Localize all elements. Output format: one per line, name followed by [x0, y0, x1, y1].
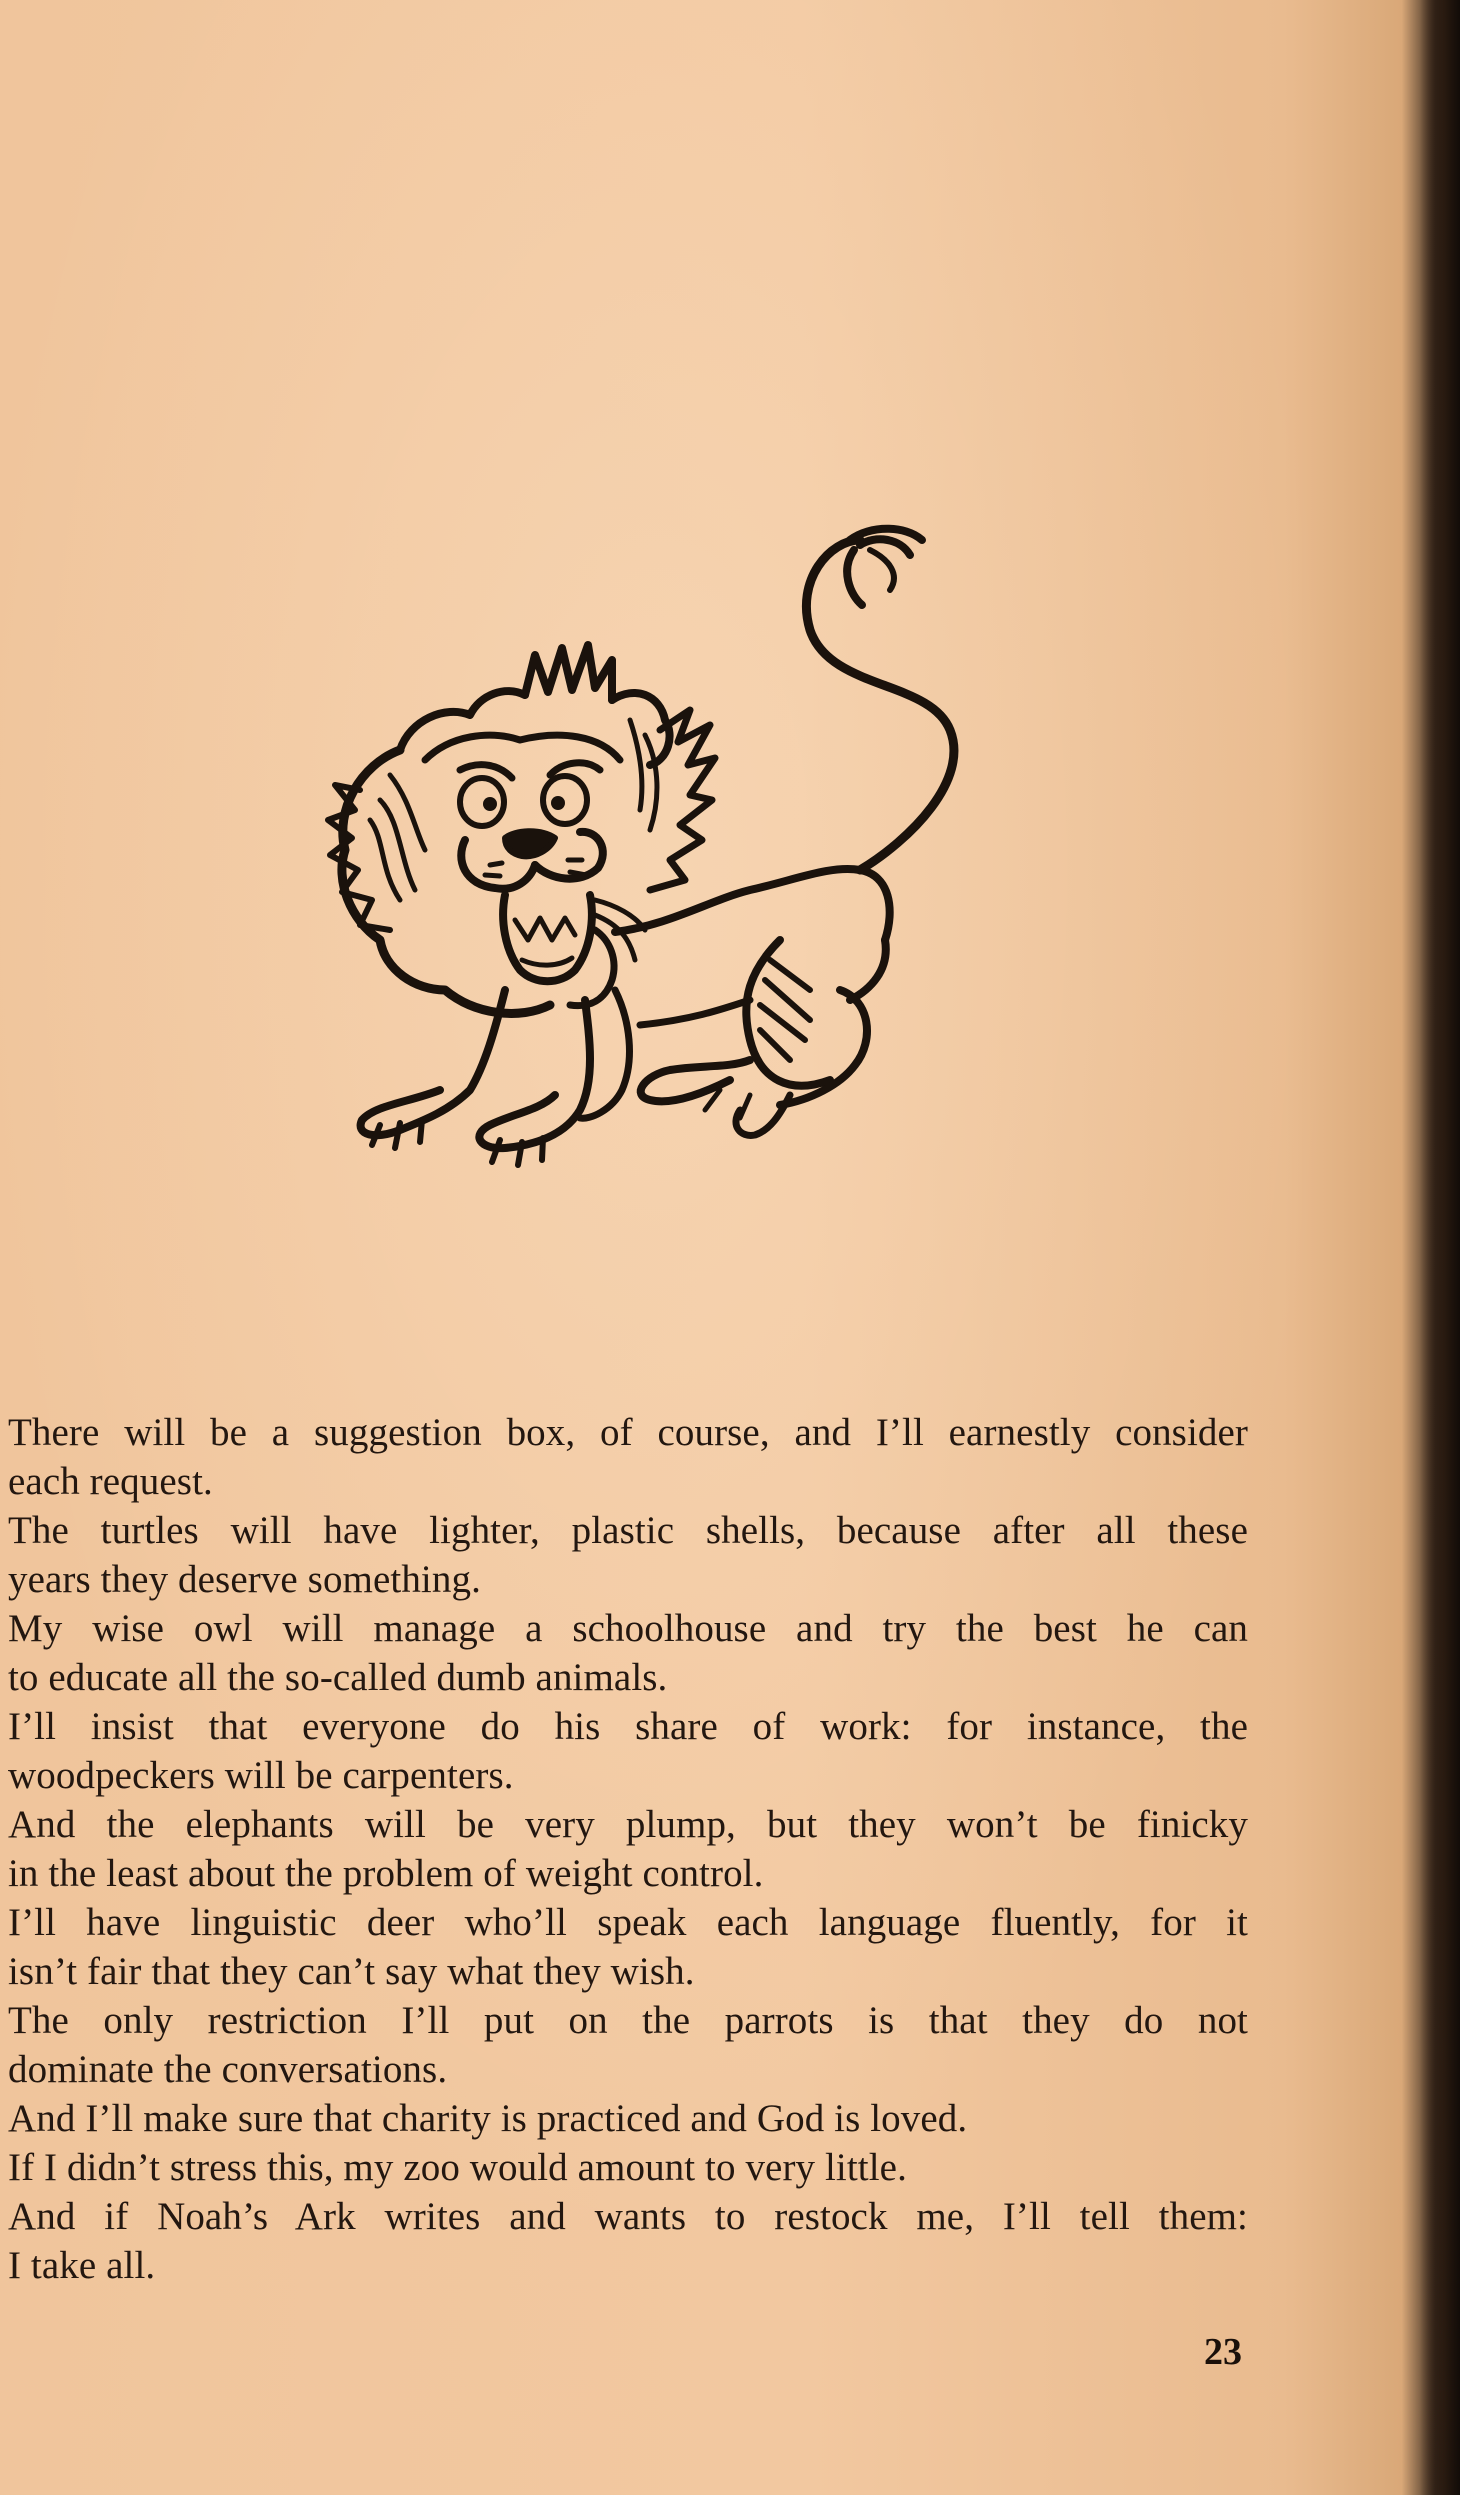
stanza-line: And the elephants will be very plump, but they won’t be finicky [8, 1803, 1248, 1846]
stanza-line-continued: woodpeckers will be carpenters. [8, 1754, 514, 1797]
stanza [8, 1408, 1248, 1506]
stanza-line-continued: dominate the conversations. [8, 2048, 448, 2091]
stanza-line: And if Noah’s Ark writes and wants to restock me, I’ll tell them: [8, 2195, 1248, 2238]
stanza-line-continued: each request. [8, 1460, 213, 1503]
stanza-line: And I’ll make sure that charity is practiced and God is loved. [8, 2097, 968, 2140]
stanza-line: I’ll insist that everyone do his share of work: for instance, the [8, 1705, 1248, 1748]
stanza-line: I’ll have linguistic deer who’ll speak each language fluently, for it [8, 1901, 1248, 1944]
stanza-line: If I didn’t stress this, my zoo would amount to very little. [8, 2146, 907, 2189]
stanza-line-continued: I take all. [8, 2244, 156, 2287]
stanza-line: There will be a suggestion box, of course, and I’ll earnestly consider [8, 1411, 1248, 1454]
stanza [8, 1800, 1248, 1898]
stanza [8, 2094, 1248, 2143]
stanza-line: The turtles will have lighter, plastic shells, because after all these [8, 1509, 1248, 1552]
stanza [8, 1996, 1248, 2094]
stanza [8, 1604, 1248, 1702]
stanza-line-continued: isn’t fair that they can’t say what they wish. [8, 1950, 695, 1993]
lion-drawing-icon [250, 520, 1010, 1190]
poem-text [8, 1408, 1248, 2290]
stanza-line: My wise owl will manage a schoolhouse and try the best he can [8, 1607, 1248, 1650]
stanza-line-continued: years they deserve something. [8, 1558, 481, 1601]
stanza-line-continued: to educate all the so-called dumb animals. [8, 1656, 668, 1699]
page-spine-shadow [1420, 0, 1460, 2495]
stanza [8, 2192, 1248, 2290]
stanza [8, 1702, 1248, 1800]
stanza [8, 1506, 1248, 1604]
page-number: 23 [1204, 2331, 1242, 2373]
stanza [8, 1898, 1248, 1996]
stanza-line: The only restriction I’ll put on the parrots is that they do not [8, 1999, 1248, 2042]
stanza-line-continued: in the least about the problem of weight control. [8, 1852, 764, 1895]
stanza [8, 2143, 1248, 2192]
